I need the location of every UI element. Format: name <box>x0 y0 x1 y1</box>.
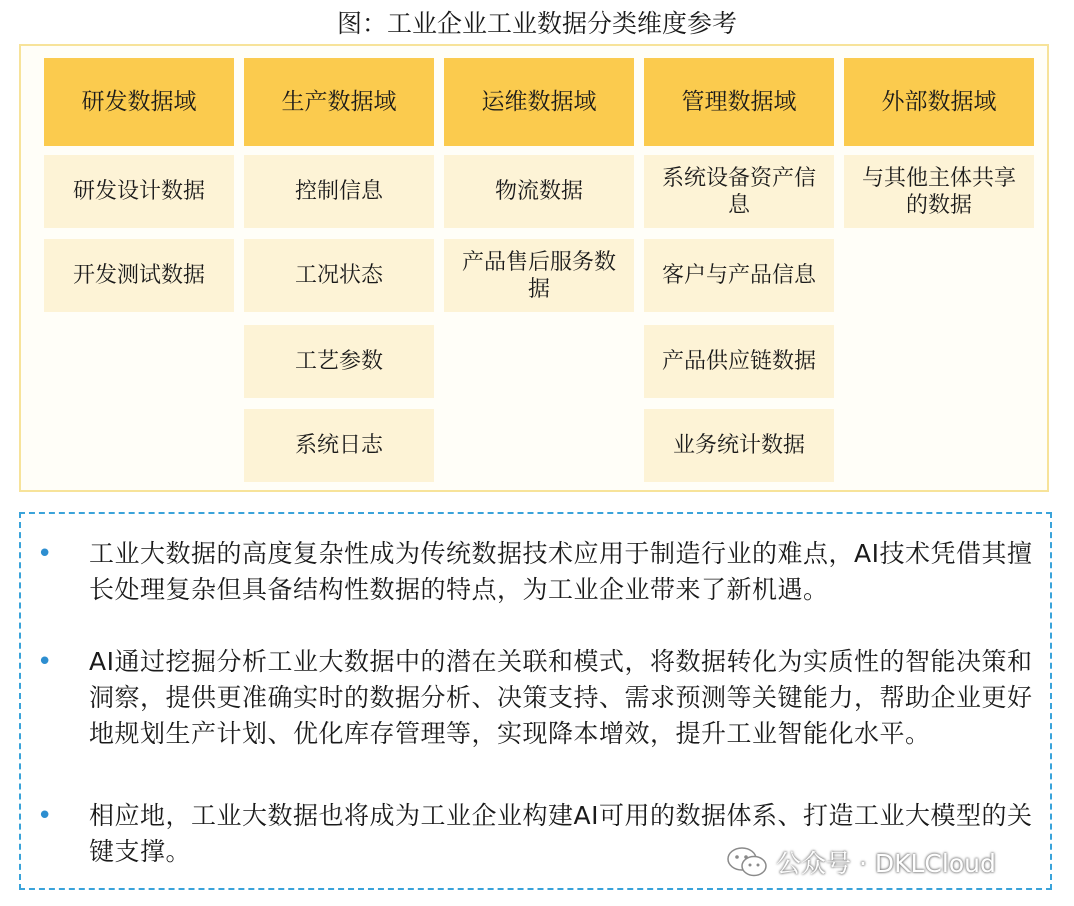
domain-item: 开发测试数据 <box>44 239 234 312</box>
domain-item: 产品售后服务数据 <box>444 239 634 312</box>
domain-item: 工况状态 <box>244 239 434 312</box>
domain-item: 控制信息 <box>244 155 434 228</box>
watermark <box>726 842 996 882</box>
domain-header-production: 生产数据域 <box>244 58 434 146</box>
domain-item: 与其他主体共享的数据 <box>844 155 1034 228</box>
domain-header-operations: 运维数据域 <box>444 58 634 146</box>
bullet-dot-icon: • <box>37 647 53 677</box>
domain-item: 系统设备资产信息 <box>644 155 834 228</box>
note-text: AI通过挖掘分析工业大数据中的潜在关联和模式，将数据转化为实质性的智能决策和洞察，提供更准确实时的数据分析、决策支持、需求预测等关键能力，帮助企业更好地规划生产计划、优化库存管理等，实现降本增效，提升工业智能化水平。 <box>89 647 1033 748</box>
domain-item: 客户与产品信息 <box>644 239 834 312</box>
domain-header-rd: 研发数据域 <box>44 58 234 146</box>
watermark-text: 公众号 · DKLCloud <box>776 849 996 878</box>
domain-item: 工艺参数 <box>244 325 434 398</box>
domain-header-external: 外部数据域 <box>844 58 1034 146</box>
domain-item: 研发设计数据 <box>44 155 234 228</box>
domain-item: 物流数据 <box>444 155 634 228</box>
data-domain-diagram <box>19 44 1049 492</box>
notes-box <box>19 512 1052 890</box>
domain-item: 产品供应链数据 <box>644 325 834 398</box>
figure-title: 图：工业企业工业数据分类维度参考 <box>336 9 737 38</box>
domain-item: 系统日志 <box>244 409 434 482</box>
domain-header-management: 管理数据域 <box>644 58 834 146</box>
bullet-dot-icon: • <box>37 801 53 831</box>
note-text: 工业大数据的高度复杂性成为传统数据技术应用于制造行业的难点，AI技术凭借其擅长处理复杂但具备结构性数据的特点，为工业企业带来了新机遇。 <box>89 539 1033 604</box>
bullet-dot-icon: • <box>37 539 53 569</box>
note-text: 相应地，工业大数据也将成为工业企业构建AI可用的数据体系、打造工业大模型的关键支撑。 <box>89 801 1033 866</box>
wechat-icon <box>726 845 768 879</box>
domain-item: 业务统计数据 <box>644 409 834 482</box>
